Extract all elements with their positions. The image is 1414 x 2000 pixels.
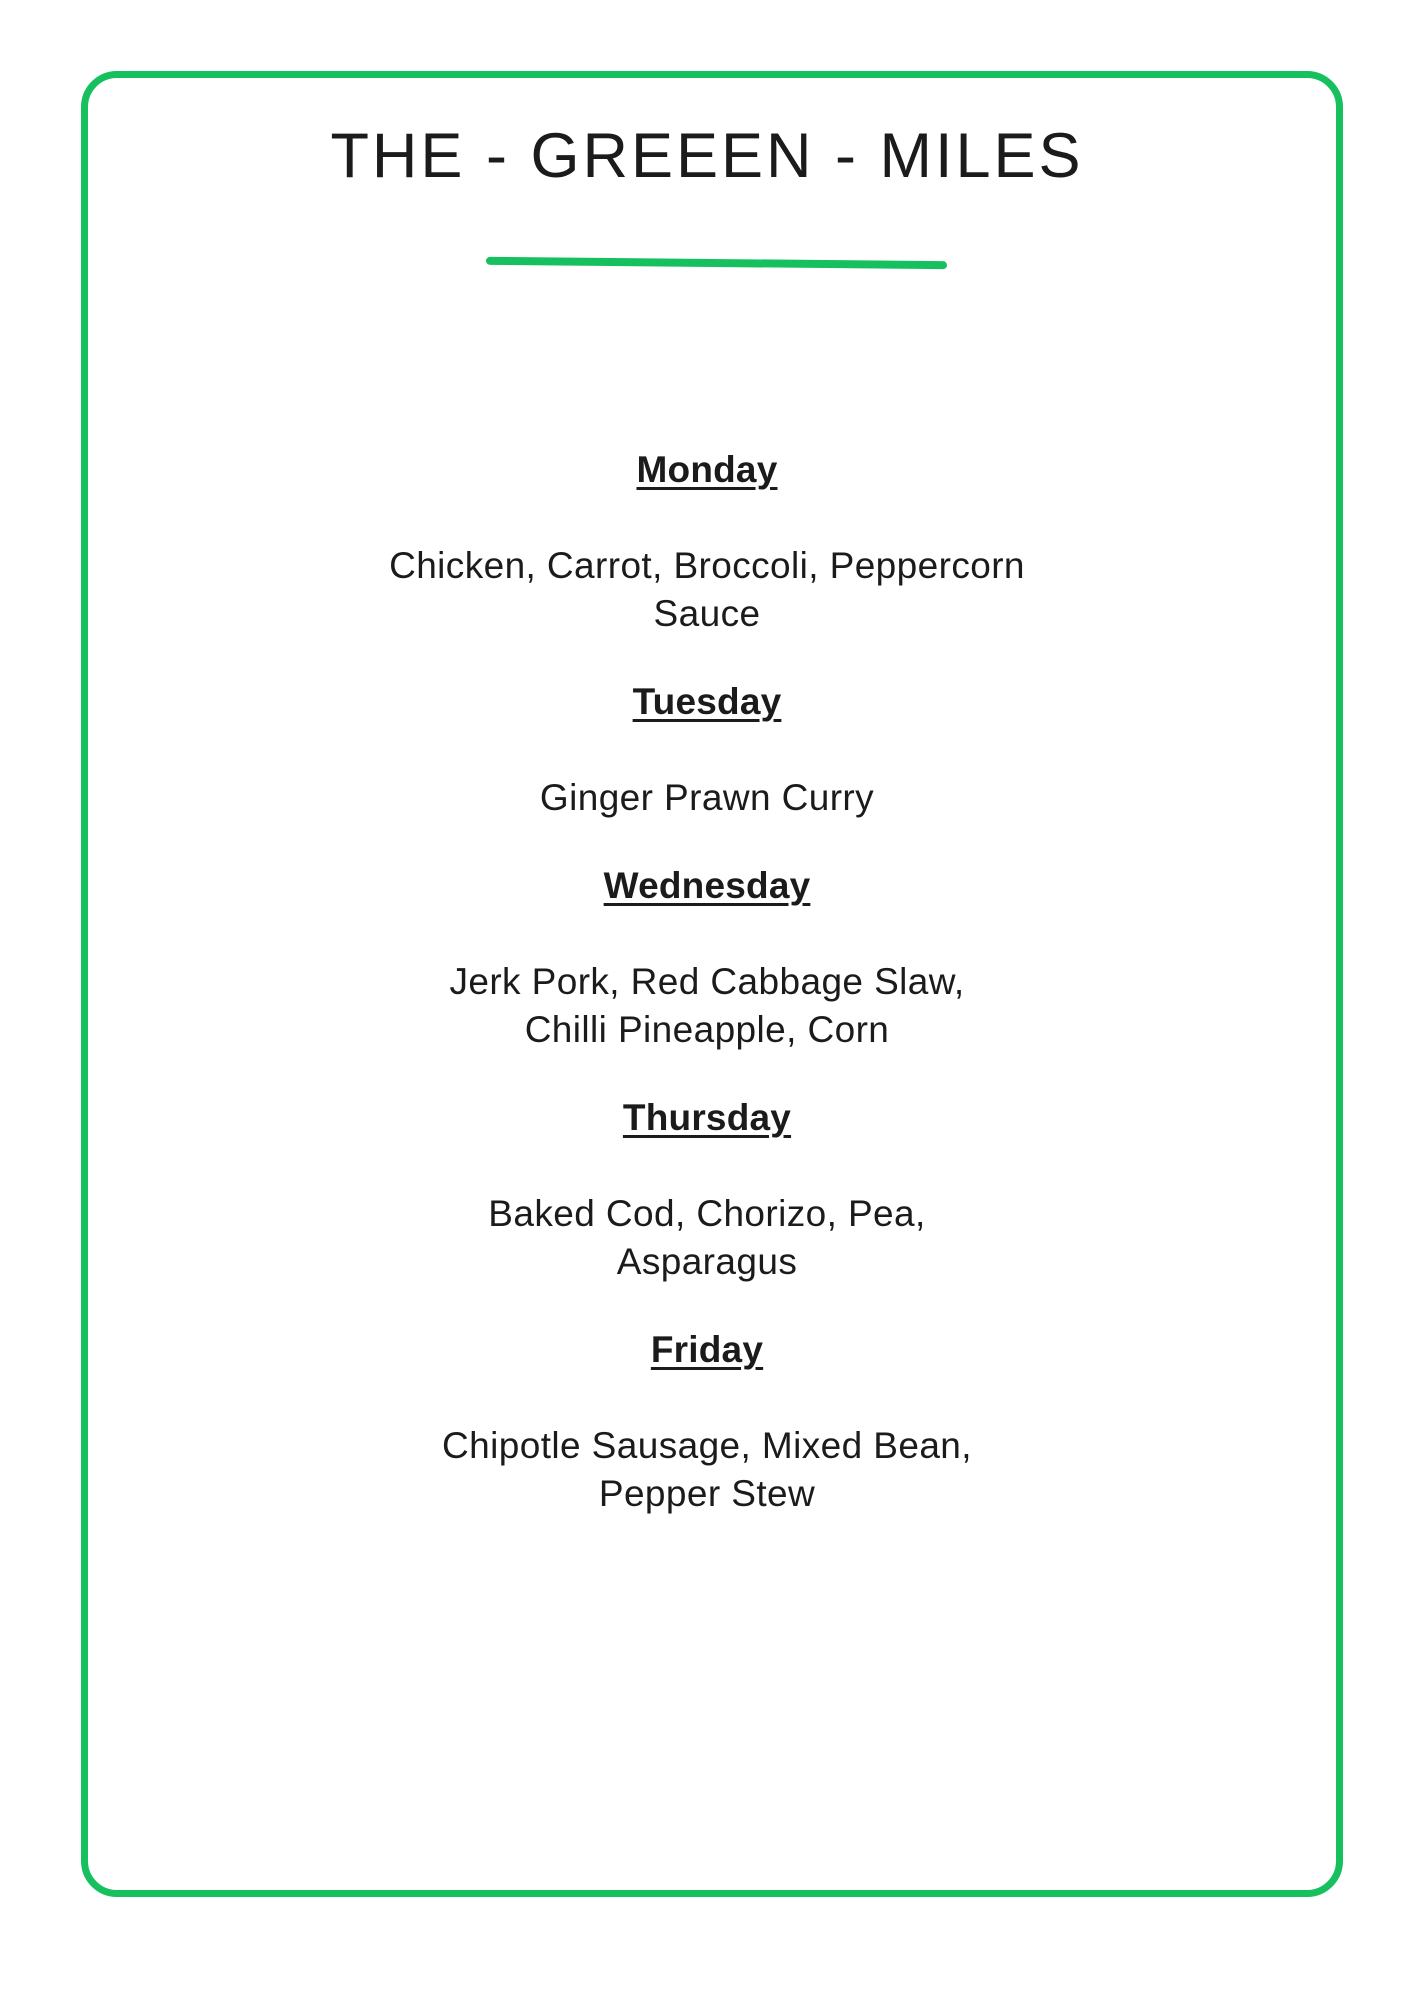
- day-dishes: [0, 1190, 1414, 1286]
- page-title: THE - GREEEN - MILES: [330, 121, 1084, 191]
- day-section-tuesday: [0, 678, 1414, 822]
- day-dishes: [0, 542, 1414, 638]
- day-heading: Monday: [636, 449, 778, 490]
- day-heading: Tuesday: [632, 681, 782, 722]
- dish-line: Chipotle Sausage, Mixed Bean,: [442, 1425, 972, 1466]
- day-heading: Friday: [650, 1329, 764, 1370]
- dish-line: Sauce: [653, 593, 761, 634]
- dish-line: Chicken, Carrot, Broccoli, Peppercorn: [389, 545, 1025, 586]
- dish-line: Baked Cod, Chorizo, Pea,: [488, 1193, 926, 1234]
- day-dishes: [0, 1422, 1414, 1518]
- day-section-thursday: [0, 1094, 1414, 1286]
- day-heading: Wednesday: [603, 865, 811, 906]
- day-section-monday: [0, 446, 1414, 638]
- day-section-friday: [0, 1326, 1414, 1518]
- dish-line: Chilli Pineapple, Corn: [524, 1009, 890, 1050]
- day-section-wednesday: [0, 862, 1414, 1054]
- dish-line: Ginger Prawn Curry: [539, 777, 875, 818]
- dish-line: Jerk Pork, Red Cabbage Slaw,: [449, 961, 965, 1002]
- day-heading: Thursday: [622, 1097, 792, 1138]
- dish-line: Pepper Stew: [598, 1473, 816, 1514]
- day-dishes: [0, 774, 1414, 822]
- dish-line: Asparagus: [616, 1241, 798, 1282]
- weekly-menu: [0, 446, 1414, 1558]
- day-dishes: [0, 958, 1414, 1054]
